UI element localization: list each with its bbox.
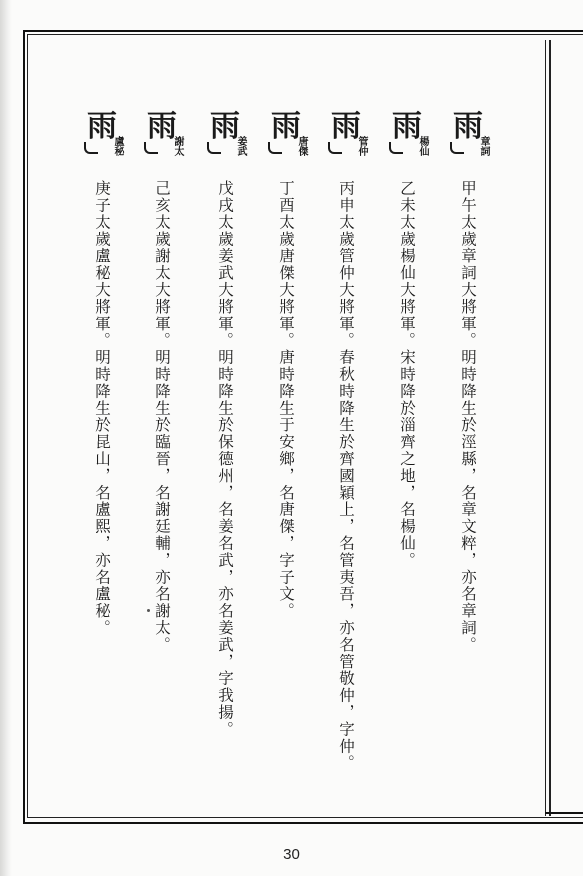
entry-column-2 [385, 109, 429, 569]
entry-column-3 [324, 109, 368, 772]
rain-radical-icon: 雨 [87, 109, 117, 144]
entry-column-7 [80, 109, 124, 637]
entry-text: 乙未太歲楊仙大將軍。宋時降於淄齊之地，名楊仙。 [398, 180, 416, 569]
talisman-glyph [82, 109, 123, 156]
rain-radical-icon: 雨 [271, 109, 301, 144]
rain-radical-icon: 雨 [147, 109, 177, 144]
entry-column-5 [203, 109, 247, 738]
talisman-god-name: 管仲 [356, 136, 367, 156]
entry-column-6 [140, 109, 184, 654]
ghost-radical-icon [84, 142, 98, 154]
page-number: 30 [283, 846, 300, 863]
rain-radical-icon: 雨 [331, 109, 361, 144]
entry-column-1 [446, 109, 490, 654]
talisman-glyph [326, 109, 367, 156]
talisman-glyph [142, 109, 183, 156]
column-rule-right [545, 40, 546, 816]
rain-radical-icon: 雨 [453, 109, 483, 144]
rain-radical-icon: 雨 [392, 109, 422, 144]
entry-text: 庚子太歲盧秘大將軍。明時降生於昆山，名盧熙，亦名盧秘。 [93, 180, 111, 637]
talisman-god-name: 楊仙 [417, 136, 428, 156]
paper-speck [147, 609, 150, 612]
entry-column-4 [264, 109, 308, 620]
talisman-glyph [448, 109, 489, 156]
ghost-radical-icon [450, 142, 464, 154]
rain-radical-icon: 雨 [210, 109, 240, 144]
talisman-god-name: 姜武 [235, 136, 246, 156]
ghost-radical-icon [389, 142, 403, 154]
book-spine-shadow [0, 0, 12, 876]
column-rule-right-bold [549, 40, 551, 816]
ghost-radical-icon [268, 142, 282, 154]
ghost-radical-icon [144, 142, 158, 154]
ghost-radical-icon [328, 142, 342, 154]
entry-text: 丁酉太歲唐傑大將軍。唐時降生于安鄉，名唐傑，字子文。 [277, 180, 295, 620]
entry-text: 甲午太歲章詞大將軍。明時降生於涇縣，名章文粹，亦名章詞。 [459, 180, 477, 654]
talisman-glyph [205, 109, 246, 156]
border-bottom-right [545, 812, 583, 814]
ghost-radical-icon [207, 142, 221, 154]
talisman-god-name: 謝太 [172, 136, 183, 156]
entry-text: 丙申太歲管仲大將軍。春秋時降生於齊國穎上，名管夷吾，亦名管敬仲，字仲。 [337, 180, 355, 772]
talisman-glyph [266, 109, 307, 156]
talisman-glyph [387, 109, 428, 156]
talisman-god-name: 章詞 [478, 136, 489, 156]
entry-text: 戊戌太歲姜武大將軍。明時降生於保德州，名姜名武，亦名姜武，字我揚。 [216, 180, 234, 738]
talisman-god-name: 盧秘 [112, 136, 123, 156]
entry-text: 己亥太歲謝太大將軍。明時降生於臨晉，名謝廷輔，亦名謝太。 [153, 180, 171, 654]
talisman-god-name: 唐傑 [296, 136, 307, 156]
